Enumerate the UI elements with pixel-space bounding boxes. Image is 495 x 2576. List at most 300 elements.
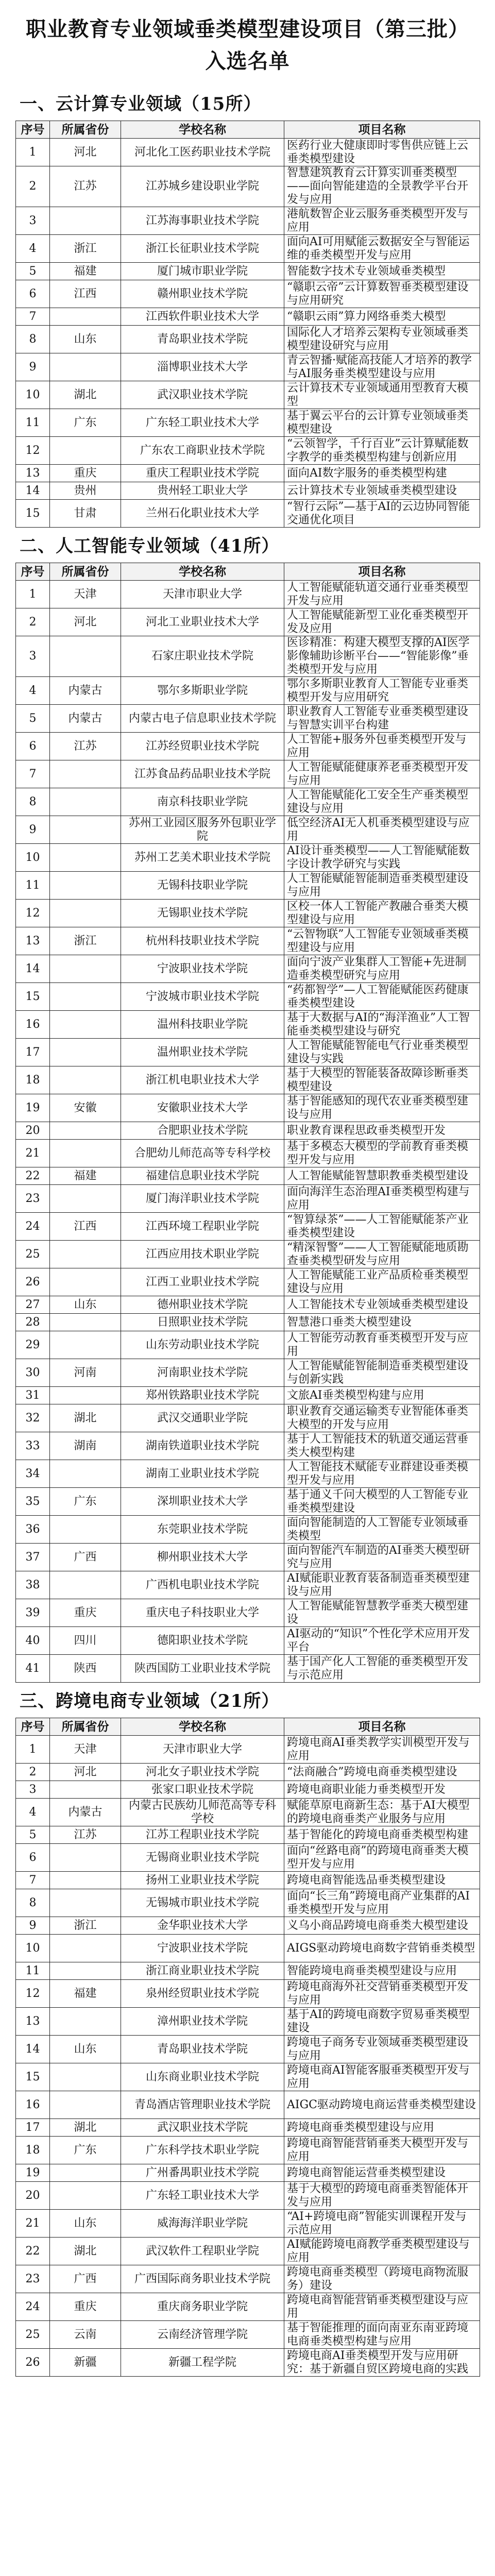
cell-school: 内蒙古民族幼儿师范高等专科学校 <box>121 1799 284 1826</box>
section-heading: 二、人工智能专业领域（41所） <box>20 536 280 556</box>
table-row <box>16 326 480 353</box>
table-row <box>16 1627 480 1655</box>
cell-province <box>50 1241 121 1268</box>
cell-school: 福建信息职业技术学院 <box>121 1167 284 1185</box>
cell-school: 陕西国防工业职业技术学院 <box>121 1655 284 1683</box>
cell-school: 江苏城乡建设职业学院 <box>121 166 284 207</box>
table-row <box>16 760 480 788</box>
cell-project: 面向AI可用赋能云数据安全与智能运维的垂类模型开发与应用 <box>284 235 480 263</box>
cell-project: 人工智能赋能智能电气行业垂类模型建设与实践 <box>284 1039 480 1066</box>
cell-school: 武汉交通职业学院 <box>121 1404 284 1432</box>
cell-province <box>50 1039 121 1066</box>
cell-project: 义乌小商品跨境电商垂类大模型建设 <box>284 1917 480 1935</box>
table-row <box>16 1872 480 1889</box>
cell-province: 天津 <box>50 1736 121 1764</box>
cell-project: 人工智能+服务外包垂类模型开发与应用 <box>284 733 480 760</box>
cell-no: 12 <box>16 437 50 465</box>
cell-school: 江苏海事职业技术学院 <box>121 207 284 235</box>
cell-no: 5 <box>16 1826 50 1844</box>
cell-project: 基于智能感知的现代农业垂类模型建设与应用 <box>284 1094 480 1122</box>
cell-project: 基于大数据与AI的“海洋渔业”人工智能垂类模型建设与研究 <box>284 1011 480 1039</box>
cell-no: 6 <box>16 280 50 308</box>
cell-no: 34 <box>16 1460 50 1488</box>
table-row <box>16 677 480 705</box>
cell-province <box>50 760 121 788</box>
cell-project: 面向海洋生态治理AI垂类模型构建与应用 <box>284 1185 480 1213</box>
cell-no: 27 <box>16 1296 50 1314</box>
table-row <box>16 1764 480 1781</box>
cell-province: 福建 <box>50 263 121 280</box>
table-row <box>16 500 480 528</box>
cell-province <box>50 636 121 677</box>
cell-project: AIGC驱动跨境电商运营垂类模型建设 <box>284 2091 480 2119</box>
cell-project: 人工智能技术专业领域垂类模型建设 <box>284 1296 480 1314</box>
cell-project: 跨境电商AI垂类教学实训模型开发与应用 <box>284 1736 480 1764</box>
cell-project: 跨境电商智能营销垂类模型建设与应用 <box>284 2293 480 2321</box>
cell-project: AI驱动的“知识”个性化学术应用开发平台 <box>284 1627 480 1655</box>
column-header-province: 所属省份 <box>50 1718 121 1736</box>
table-row <box>16 1432 480 1460</box>
cell-school: 东莞职业技术学院 <box>121 1516 284 1544</box>
cell-no: 3 <box>16 1781 50 1799</box>
cell-province: 广西 <box>50 1544 121 1571</box>
cell-school: 厦门海洋职业技术学院 <box>121 1185 284 1213</box>
cell-province: 江苏 <box>50 733 121 760</box>
cell-school: 广东轻工职业技术大学 <box>121 2182 284 2210</box>
cell-school: 江苏经贸职业技术学院 <box>121 733 284 760</box>
section-heading: 一、云计算专业领域（15所） <box>20 94 262 114</box>
cell-project: 人工智能技术赋能专业群建设垂类模型开发与应用 <box>284 1460 480 1488</box>
section-heading: 三、跨境电商专业领域（21所） <box>20 1691 280 1711</box>
cell-no: 13 <box>16 465 50 482</box>
cell-project: “云领智学，千行百业”云计算赋能数字教学的垂类模型构建与创新应用 <box>284 437 480 465</box>
table-row <box>16 482 480 500</box>
table-row <box>16 844 480 872</box>
cell-project: “精深智警”——人工智能赋能地质勘查垂类模型研发与应用 <box>284 1241 480 1268</box>
cell-province <box>50 900 121 927</box>
cell-school: 浙江长征职业技术学院 <box>121 235 284 263</box>
cell-province: 甘肃 <box>50 500 121 528</box>
cell-no: 28 <box>16 1314 50 1331</box>
title-line-2: 入选名单 <box>205 49 290 73</box>
table-row <box>16 1917 480 1935</box>
cell-school: 天津市职业大学 <box>121 1736 284 1764</box>
cell-no: 12 <box>16 900 50 927</box>
cell-province <box>50 1516 121 1544</box>
cell-no: 19 <box>16 2164 50 2182</box>
cell-school: 柳州职业技术大学 <box>121 1544 284 1571</box>
cell-school: 青岛酒店管理职业技术学院 <box>121 2091 284 2119</box>
cell-province: 内蒙古 <box>50 705 121 733</box>
cell-province: 山东 <box>50 2036 121 2063</box>
cell-no: 3 <box>16 207 50 235</box>
cell-school: 贵州轻工职业大学 <box>121 482 284 500</box>
column-header-no: 序号 <box>16 1718 50 1736</box>
cell-project: 基于人工智能技术的轨道交通运营垂类大模型构建 <box>284 1432 480 1460</box>
cell-project: 跨境电商智能选品垂类模型建设 <box>284 1872 480 1889</box>
cell-province: 贵州 <box>50 482 121 500</box>
cell-province: 重庆 <box>50 465 121 482</box>
cell-project: 人工智能赋能化工安全生产垂类模型建设与应用 <box>284 788 480 816</box>
cell-province: 重庆 <box>50 2293 121 2321</box>
cell-no: 33 <box>16 1432 50 1460</box>
cell-province: 湖北 <box>50 2238 121 2265</box>
table-row <box>16 1167 480 1185</box>
cell-province: 浙江 <box>50 235 121 263</box>
cell-province: 安徽 <box>50 1094 121 1122</box>
cell-school: 张家口职业技术学院 <box>121 1781 284 1799</box>
cell-school: 山东商业职业技术学院 <box>121 2063 284 2091</box>
section-table <box>15 1718 480 2377</box>
table-row <box>16 2063 480 2091</box>
table-row <box>16 1241 480 1268</box>
cell-school: 鄂尔多斯职业学院 <box>121 677 284 705</box>
cell-no: 4 <box>16 677 50 705</box>
cell-province: 江西 <box>50 280 121 308</box>
column-header-no: 序号 <box>16 563 50 581</box>
cell-school: 德阳职业技术学院 <box>121 1627 284 1655</box>
cell-no: 20 <box>16 2182 50 2210</box>
cell-province <box>50 1571 121 1599</box>
table-row <box>16 788 480 816</box>
table-row <box>16 263 480 280</box>
table-row <box>16 2349 480 2377</box>
cell-project: AI赋能职业教育装备制造垂类模型建设与应用 <box>284 1571 480 1599</box>
cell-province <box>50 1066 121 1094</box>
table-row <box>16 207 480 235</box>
table-row <box>16 1962 480 1980</box>
document-title <box>15 0 480 88</box>
cell-province <box>50 2063 121 2091</box>
cell-project: 低空经济AI无人机垂类模型建设与应用 <box>284 816 480 844</box>
cell-school: 宁波职业技术学院 <box>121 1935 284 1962</box>
cell-no: 41 <box>16 1655 50 1683</box>
cell-no: 2 <box>16 608 50 636</box>
cell-province: 江苏 <box>50 166 121 207</box>
cell-project: 人工智能赋能智能制造垂类模型建设与应用 <box>284 872 480 900</box>
cell-no: 37 <box>16 1544 50 1571</box>
cell-province <box>50 983 121 1011</box>
cell-province: 陕西 <box>50 1655 121 1683</box>
cell-project: 人工智能赋能智能制造垂类模型建设与创新实践 <box>284 1359 480 1387</box>
cell-project: 人工智能赋能轨道交通行业垂类模型开发与应用 <box>284 581 480 608</box>
cell-school: 无锡职业技术学院 <box>121 900 284 927</box>
cell-province: 广西 <box>50 2265 121 2293</box>
table-row <box>16 1213 480 1241</box>
cell-school: 宁波城市职业技术学院 <box>121 983 284 1011</box>
cell-no: 36 <box>16 1516 50 1544</box>
cell-project: 跨境电商职业能力垂类模型开发 <box>284 1781 480 1799</box>
cell-province <box>50 1185 121 1213</box>
cell-province: 湖南 <box>50 1432 121 1460</box>
table-row <box>16 465 480 482</box>
cell-school: 内蒙古电子信息职业技术学院 <box>121 705 284 733</box>
title-line-1: 职业教育专业领域垂类模型建设项目（第三批） <box>26 17 469 41</box>
cell-province: 广东 <box>50 409 121 437</box>
cell-province: 湖北 <box>50 381 121 409</box>
cell-project: 人工智能劳动教育垂类模型开发与应用 <box>284 1331 480 1359</box>
table-row <box>16 1655 480 1683</box>
cell-no: 23 <box>16 2265 50 2293</box>
table-row <box>16 1296 480 1314</box>
cell-school: 青岛职业技术学院 <box>121 2036 284 2063</box>
cell-province: 福建 <box>50 1167 121 1185</box>
cell-province: 山东 <box>50 2210 121 2238</box>
cell-school: 兰州石化职业技术大学 <box>121 500 284 528</box>
table-row <box>16 308 480 326</box>
cell-no: 25 <box>16 2321 50 2349</box>
cell-project: 职业教育人工智能专业垂类模型建设与智慧实训平台构建 <box>284 705 480 733</box>
table-header-row <box>16 563 480 581</box>
cell-no: 24 <box>16 2293 50 2321</box>
cell-school: 淄博职业技术大学 <box>121 353 284 381</box>
cell-no: 26 <box>16 1268 50 1296</box>
cell-no: 24 <box>16 1213 50 1241</box>
table-row <box>16 1516 480 1544</box>
cell-no: 14 <box>16 2036 50 2063</box>
cell-no: 22 <box>16 2238 50 2265</box>
cell-school: 浙江商业职业技术学院 <box>121 1962 284 1980</box>
cell-school: 广西国际商务职业技术学院 <box>121 2265 284 2293</box>
table-row <box>16 1404 480 1432</box>
table-row <box>16 280 480 308</box>
cell-school: 广东农工商职业技术学院 <box>121 437 284 465</box>
cell-province: 浙江 <box>50 927 121 955</box>
cell-project: 跨境电商智能营销垂类大模型开发与应用 <box>284 2137 480 2164</box>
cell-project: 跨境电商垂类模型建设与应用 <box>284 2119 480 2137</box>
cell-no: 39 <box>16 1599 50 1627</box>
cell-school: 武汉职业技术学院 <box>121 381 284 409</box>
table-row <box>16 1781 480 1799</box>
cell-no: 8 <box>16 326 50 353</box>
table-row <box>16 2210 480 2238</box>
cell-province <box>50 844 121 872</box>
cell-project: 基于智能化的跨境电商垂类模型构建 <box>284 1826 480 1844</box>
cell-province <box>50 1872 121 1889</box>
cell-project: 职业教育课程思政垂类模型开发 <box>284 1122 480 1140</box>
cell-project: 面向宁波产业集群人工智能+先进制造垂类模型研究与应用 <box>284 955 480 983</box>
cell-province <box>50 1962 121 1980</box>
cell-no: 7 <box>16 1872 50 1889</box>
cell-school: 日照职业技术学院 <box>121 1314 284 1331</box>
cell-province: 福建 <box>50 1980 121 2008</box>
cell-no: 26 <box>16 2349 50 2377</box>
cell-school: 江苏食品药品职业技术学院 <box>121 760 284 788</box>
cell-province <box>50 2091 121 2119</box>
cell-project: 职业教育交通运输类专业智能体垂类大模型的开发与应用 <box>284 1404 480 1432</box>
table-row <box>16 927 480 955</box>
table-row <box>16 1314 480 1331</box>
cell-no: 11 <box>16 409 50 437</box>
cell-no: 22 <box>16 1167 50 1185</box>
cell-province <box>50 1122 121 1140</box>
cell-project: 跨境电商AI智能客服垂类模型开发与应用 <box>284 2063 480 2091</box>
cell-no: 18 <box>16 2137 50 2164</box>
cell-province: 广东 <box>50 1488 121 1516</box>
cell-province <box>50 1314 121 1331</box>
table-row <box>16 1980 480 2008</box>
cell-school: 江西环境工程职业学院 <box>121 1213 284 1241</box>
cell-no: 7 <box>16 760 50 788</box>
cell-project: “法商融合”跨境电商垂类模型建设 <box>284 1764 480 1781</box>
cell-no: 13 <box>16 2008 50 2036</box>
cell-province: 江西 <box>50 1213 121 1241</box>
table-row <box>16 733 480 760</box>
table-row <box>16 2238 480 2265</box>
table-row <box>16 1268 480 1296</box>
cell-province: 河北 <box>50 608 121 636</box>
cell-school: 江西工业职业技术学院 <box>121 1268 284 1296</box>
table-row <box>16 1359 480 1387</box>
cell-project: 人工智能赋能健康养老垂类模型开发与应用 <box>284 760 480 788</box>
cell-project: 医诊精准：构建大模型支撑的AI医学影像辅助诊断平台——“智能影像”垂类模型开发与应用 <box>284 636 480 677</box>
cell-no: 16 <box>16 1011 50 1039</box>
cell-province: 江苏 <box>50 1826 121 1844</box>
table-header-row <box>16 121 480 139</box>
cell-school: 河北化工医药职业技术学院 <box>121 139 284 166</box>
cell-school: 漳州职业技术学院 <box>121 2008 284 2036</box>
cell-province <box>50 1889 121 1917</box>
cell-no: 15 <box>16 2063 50 2091</box>
cell-no: 21 <box>16 1140 50 1167</box>
cell-no: 9 <box>16 1917 50 1935</box>
cell-school: 合肥职业技术学院 <box>121 1122 284 1140</box>
table-row <box>16 353 480 381</box>
table-row <box>16 1889 480 1917</box>
table-row <box>16 816 480 844</box>
table-row <box>16 2321 480 2349</box>
cell-project: AI赋能跨境电商教学垂类模型建设与应用 <box>284 2238 480 2265</box>
cell-province: 山东 <box>50 1296 121 1314</box>
cell-province <box>50 955 121 983</box>
table-row <box>16 608 480 636</box>
cell-school: 河南职业技术学院 <box>121 1359 284 1387</box>
table-header-row <box>16 1718 480 1736</box>
cell-province <box>50 353 121 381</box>
cell-province <box>50 1844 121 1872</box>
table-row <box>16 166 480 207</box>
cell-school: 新疆工程学院 <box>121 2349 284 2377</box>
cell-project: 基于大模型的跨境电商垂类智能体开发与应用 <box>284 2182 480 2210</box>
cell-project: 医药行业大健康即时零售供应链上云垂类模型建设 <box>284 139 480 166</box>
cell-project: 智能跨境电商垂类模型建设与应用 <box>284 1962 480 1980</box>
cell-project: 跨境电商智能运营垂类模型建设 <box>284 2164 480 2182</box>
cell-no: 1 <box>16 581 50 608</box>
cell-project: 跨境电子商务专业领域垂类模型建设与应用 <box>284 2036 480 2063</box>
cell-school: 扬州工业职业技术学院 <box>121 1872 284 1889</box>
cell-no: 8 <box>16 1889 50 1917</box>
cell-project: “云智物联”人工智能专业领域垂类模型建设与应用 <box>284 927 480 955</box>
cell-no: 17 <box>16 1039 50 1066</box>
cell-province <box>50 207 121 235</box>
cell-province <box>50 2008 121 2036</box>
table-row <box>16 900 480 927</box>
table-row <box>16 2036 480 2063</box>
cell-project: “智行云际”—基于AI的云边协同智能交通优化项目 <box>284 500 480 528</box>
cell-school: 江西软件职业技术大学 <box>121 308 284 326</box>
cell-province <box>50 1268 121 1296</box>
column-header-project: 项目名称 <box>284 121 480 139</box>
table-row <box>16 2164 480 2182</box>
cell-no: 1 <box>16 1736 50 1764</box>
cell-no: 15 <box>16 983 50 1011</box>
cell-no: 14 <box>16 955 50 983</box>
cell-project: 面向“丝路电商”的跨境电商垂类大模型开发与应用 <box>284 1844 480 1872</box>
cell-province: 山东 <box>50 326 121 353</box>
cell-school: 宁波职业技术学院 <box>121 955 284 983</box>
cell-school: 金华职业技术大学 <box>121 1917 284 1935</box>
cell-province <box>50 1011 121 1039</box>
cell-school: 江苏工程职业技术学院 <box>121 1826 284 1844</box>
table-row <box>16 1599 480 1627</box>
cell-province: 河北 <box>50 139 121 166</box>
cell-school: 苏州工业园区服务外包职业学院 <box>121 816 284 844</box>
column-header-project: 项目名称 <box>284 563 480 581</box>
cell-no: 30 <box>16 1359 50 1387</box>
cell-school: 无锡商业职业技术学院 <box>121 1844 284 1872</box>
cell-project: 跨境电商垂类模型（跨境电商物流服务）建设 <box>284 2265 480 2293</box>
cell-school: 厦门城市职业学院 <box>121 263 284 280</box>
cell-project: 智慧港口垂类大模型建设 <box>284 1314 480 1331</box>
column-header-no: 序号 <box>16 121 50 139</box>
cell-school: 武汉职业技术学院 <box>121 2119 284 2137</box>
cell-school: 青岛职业技术学院 <box>121 326 284 353</box>
table-row <box>16 2008 480 2036</box>
cell-province <box>50 437 121 465</box>
cell-school: 河北工业职业技术大学 <box>121 608 284 636</box>
cell-province <box>50 2182 121 2210</box>
cell-no: 17 <box>16 2119 50 2137</box>
cell-no: 11 <box>16 1962 50 1980</box>
cell-school: 温州科技职业学院 <box>121 1011 284 1039</box>
table-row <box>16 1011 480 1039</box>
table-row <box>16 409 480 437</box>
cell-school: 安徽职业技术大学 <box>121 1094 284 1122</box>
cell-school: 重庆商务职业学院 <box>121 2293 284 2321</box>
table-row <box>16 1799 480 1826</box>
cell-project: 面向AI数字服务的垂类模型构建 <box>284 465 480 482</box>
table-row <box>16 2091 480 2119</box>
table-row <box>16 1571 480 1599</box>
cell-school: 赣州职业技术学院 <box>121 280 284 308</box>
table-row <box>16 1935 480 1962</box>
table-row <box>16 2265 480 2293</box>
cell-no: 9 <box>16 353 50 381</box>
column-header-project: 项目名称 <box>284 1718 480 1736</box>
table-row <box>16 1185 480 1213</box>
cell-no: 10 <box>16 381 50 409</box>
cell-province: 云南 <box>50 2321 121 2349</box>
cell-province <box>50 788 121 816</box>
cell-province <box>50 1935 121 1962</box>
cell-project: 面向“长三角”跨境电商产业集群的AI垂类模型开发与应用 <box>284 1889 480 1917</box>
cell-no: 13 <box>16 927 50 955</box>
cell-province <box>50 1140 121 1167</box>
cell-school: 广东科学技术职业学院 <box>121 2137 284 2164</box>
cell-school: 郑州铁路职业技术学院 <box>121 1387 284 1404</box>
column-header-school: 学校名称 <box>121 121 284 139</box>
cell-province: 广东 <box>50 2137 121 2164</box>
cell-school: 天津市职业大学 <box>121 581 284 608</box>
cell-school: 广西机电职业技术学院 <box>121 1571 284 1599</box>
cell-province <box>50 2164 121 2182</box>
cell-project: 云计算技术专业领域通用型教育大模型 <box>284 381 480 409</box>
cell-no: 23 <box>16 1185 50 1213</box>
cell-province: 内蒙古 <box>50 677 121 705</box>
section-table <box>15 563 480 1683</box>
cell-school: 广东轻工职业技术大学 <box>121 409 284 437</box>
cell-school: 合肥幼儿师范高等专科学校 <box>121 1140 284 1167</box>
